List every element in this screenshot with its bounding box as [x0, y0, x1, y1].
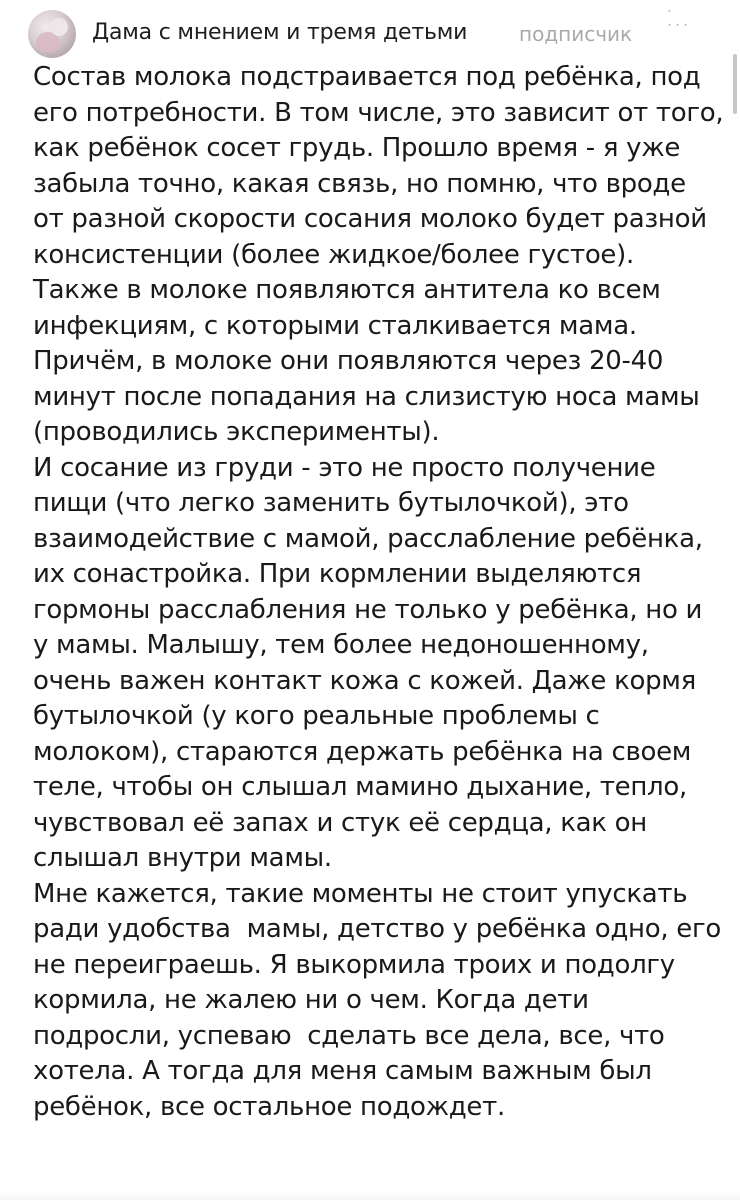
comment-line: его потребности. В том числе, это зависит от того, — [33, 97, 724, 128]
comment-line: очень важен контакт кожа с кожей. Даже кормя — [33, 665, 696, 696]
comment-line: у мамы. Малышу, тем более недоношенному, — [33, 630, 649, 660]
comment-line: подросли, успеваю сделать все дела, все, что — [33, 1020, 665, 1051]
comment-line: Также в молоке появляются антитела ко всем — [33, 275, 661, 305]
comment-line: ради удобства мамы, детство у ребёнка одно, его — [33, 914, 721, 944]
comment-line: от разной скорости сосания молоко будет разной — [33, 204, 707, 234]
comment-line: Состав молока подстраивается под ребёнка, под — [33, 62, 701, 92]
comment-line: ребёнок, все остальное подождет. — [33, 1091, 505, 1122]
comment-line: их сонастройка. При кормлении выделяются — [33, 559, 642, 589]
comment-line: И сосание из груди - это не просто получение — [33, 452, 656, 483]
more-dots-icon[interactable]: ˙ ˙˙˙ — [666, 9, 690, 39]
comment-header — [0, 0, 740, 66]
scrollbar-thumb[interactable] — [733, 54, 737, 114]
comment-line: бутылочкой (у кого реальные проблемы с — [33, 701, 600, 731]
comment-line: инфекциям, с которыми сталкивается мама. — [33, 310, 637, 341]
comment-line: не переиграешь. Я выкормила троих и подолгу — [33, 949, 675, 980]
comment-line: молоком), стараются держать ребёнка на своем — [33, 736, 692, 767]
comment-line: гормоны расслабления не только у ребёнка, но и — [33, 594, 703, 625]
comment-line: кормила, не жалею ни о чем. Когда дети — [33, 985, 589, 1015]
avatar[interactable] — [28, 10, 76, 58]
comment-body — [33, 60, 725, 1125]
comment-line: (проводились эксперименты). — [33, 417, 440, 447]
comment-line: как ребёнок сосет грудь. Прошло время - я уже — [33, 133, 681, 163]
comment-line: консистенции (более жидкое/более густое). — [33, 239, 634, 270]
comment-line: хотела. А тогда для меня самым важным был — [33, 1056, 652, 1086]
comment-line: чувствовал её запах и стук её сердца, как он — [33, 807, 647, 838]
subscriber-badge: подписчик — [519, 22, 633, 46]
comment-line: слышал внутри мамы. — [33, 843, 332, 873]
bottom-fade — [0, 1190, 740, 1200]
comment-line: взаимодействие с мамой, расслабление ребёнка, — [33, 523, 703, 554]
comment-line: забыла точно, какая связь, но помню, что вроде — [33, 168, 686, 199]
comment-line: Мне кажется, такие моменты не стоит упускать — [33, 878, 688, 909]
comment-line: пищи (что легко заменить бутылочкой), это — [33, 488, 629, 518]
author-name[interactable]: Дама с мнением и тремя детьми — [92, 20, 468, 45]
comment-line: теле, чтобы он слышал мамино дыхание, тепло, — [33, 772, 687, 802]
comment-line: минут после попадания на слизистую носа мамы — [33, 381, 700, 412]
comment-line: Причём, в молоке они появляются через 20-40 — [33, 346, 664, 376]
